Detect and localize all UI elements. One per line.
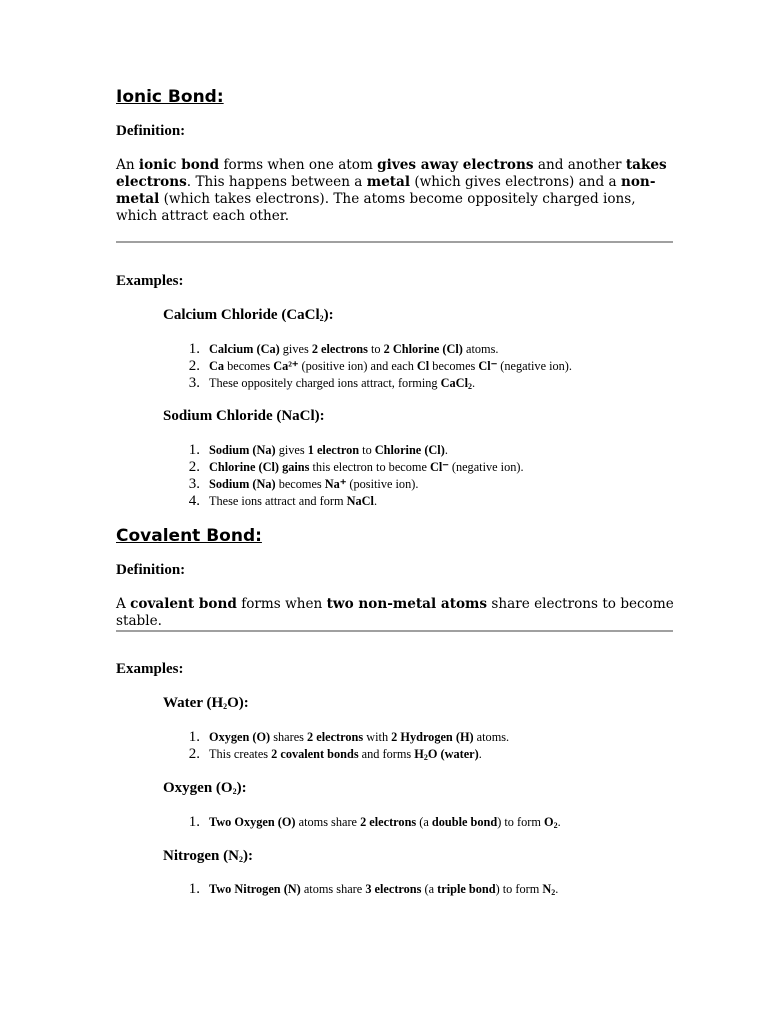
list-item-text [209,814,561,834]
text-run: shares [270,730,308,744]
text-run: non-metal [116,174,656,207]
text-run: gives away electrons [377,157,534,173]
text-run: 2 [553,821,558,830]
text-run: Chlorine (Cl) gains [209,460,310,474]
list-item-text [209,442,448,459]
ionic-examples-label: Examples: [116,273,184,289]
list-number: 2. [188,746,200,762]
list-number: 3. [188,476,200,492]
text-run: O [543,815,554,829]
text-run: becomes [275,477,325,491]
text-run: atoms. [462,342,499,356]
text-run: 2 [551,888,556,897]
text-run: A [116,596,131,612]
list-item-text [209,459,524,476]
text-run: NaCl [346,494,374,508]
text-run: atoms share [295,815,361,829]
text-run: 2 Chlorine (Cl) [383,342,463,356]
text-run: 2 covalent bonds [271,747,359,761]
list-number: 1. [188,729,200,745]
covalent-definition-text [116,596,676,630]
text-run: Cl [416,359,430,373]
text-run: 2 [238,855,243,864]
text-run: 2 [223,702,228,711]
list-number: 3. [188,375,200,391]
text-run: 2 electrons [311,342,368,356]
list-item-text [209,881,558,901]
covalent-examples-label: Examples: [116,661,184,677]
text-run: 2 electrons [307,730,364,744]
text-run: (negative ion). [497,359,572,373]
text-run: Sodium Chloride (NaCl): [163,408,325,424]
text-run: These ions attract and form [209,494,347,508]
text-run: and forms [358,747,415,761]
divider [116,630,673,632]
text-run: Oxygen (O [163,780,233,796]
list-item-text [209,358,572,375]
text-run: (a [416,815,432,829]
list-number: 2. [188,459,200,475]
text-run: to [367,342,384,356]
list-item-text [209,493,377,510]
text-run: triple bond [437,882,496,896]
text-run: becomes [429,359,479,373]
text-run: forms when one atom [219,157,378,173]
text-run: N [542,882,552,896]
text-run: to [359,443,375,457]
text-run: gives [275,443,308,457]
text-run: ): [242,848,253,864]
text-run: . [444,443,448,457]
text-run: (positive ion) and each [298,359,417,373]
text-run: ): [323,307,334,323]
text-run: becomes [224,359,274,373]
text-run: 2 Hydrogen (H) [391,730,474,744]
text-run: ionic bond [138,157,220,173]
text-run: O (water) [427,747,479,761]
text-run: double bond [431,815,498,829]
text-run: 2 [423,753,428,762]
text-run: Ca²⁺ [273,359,299,373]
list-item-text [209,746,482,766]
text-run: 1 electron [307,443,360,457]
text-run: Oxygen (O) [209,730,271,744]
list-number: 2. [188,358,200,374]
text-run: This creates [209,747,272,761]
text-run: . This happens between a [186,174,367,190]
list-number: 1. [188,341,200,357]
text-run: Calcium (Ca) [209,342,280,356]
covalent-definition-label: Definition: [116,562,186,578]
list-number: 1. [188,881,200,897]
text-run: 2 [467,382,472,391]
text-run: ): [236,780,247,796]
text-run: two non-metal atoms [326,596,488,612]
text-run: this electron to become [309,460,430,474]
oxygen-title [163,780,247,797]
list-number: 1. [188,814,200,830]
text-run: Cl⁻ [429,460,449,474]
text-run: ) to form [497,815,544,829]
text-run: gives [279,342,312,356]
text-run: O): [227,695,249,711]
text-run: These oppositely charged ions attract, forming [209,376,441,390]
water-title [163,695,249,712]
text-run: metal [366,174,410,190]
text-run: Calcium Chloride (CaCl [163,307,320,323]
list-item-text [209,375,475,395]
list-item-text [209,729,509,746]
text-run: 2 [232,787,237,796]
nitrogen-title [163,848,253,865]
text-run: . [478,747,482,761]
text-run: Sodium (Na) [209,443,276,457]
text-run: (negative ion). [448,460,524,474]
text-run: . [471,376,476,390]
text-run: Na⁺ [324,477,347,491]
text-run: Sodium (Na) [209,477,276,491]
text-run: Two Nitrogen (N) [209,882,301,896]
text-run: Cl⁻ [478,359,498,373]
text-run: (a [421,882,438,896]
text-run: Nitrogen (N [163,848,239,864]
text-run: . [373,494,378,508]
text-run: . [557,815,561,829]
calcium-chloride-title [163,307,334,324]
text-run: Two Oxygen (O) [209,815,296,829]
sodium-chloride-title [163,408,325,425]
text-run: Chlorine (Cl) [374,443,445,457]
text-run: (which gives electrons) and a [410,174,621,190]
text-run: 3 electrons [365,882,422,896]
text-run: ) to form [495,882,543,896]
text-run: . [555,882,559,896]
text-run: and another [533,157,626,173]
list-item-text [209,476,418,493]
text-run: 2 electrons [360,815,417,829]
text-run: Water (H [163,695,224,711]
text-run: atoms share [300,882,366,896]
ionic-bond-heading: Ionic Bond: [116,87,224,107]
ionic-definition-label: Definition: [116,123,186,139]
text-run: Ca [209,359,225,373]
covalent-bond-heading: Covalent Bond: [116,526,262,546]
divider [116,241,673,243]
text-run: with [363,730,392,744]
list-item-text [209,341,498,358]
list-number: 1. [188,442,200,458]
text-run: (which takes electrons). The atoms become oppositely charged ions, which attract each other. [116,191,636,224]
text-run: atoms. [473,730,510,744]
list-number: 4. [188,493,200,509]
text-run: covalent bond [130,596,237,612]
text-run: CaCl [440,376,468,390]
ionic-definition-text [116,157,676,225]
text-run: 2 [319,314,324,323]
text-run: (positive ion). [346,477,419,491]
text-run: forms when [236,596,327,612]
text-run: takes electrons [116,157,667,190]
text-run: An [116,157,139,173]
text-run: H [414,747,424,761]
text-run: share electrons to become stable. [116,596,674,629]
